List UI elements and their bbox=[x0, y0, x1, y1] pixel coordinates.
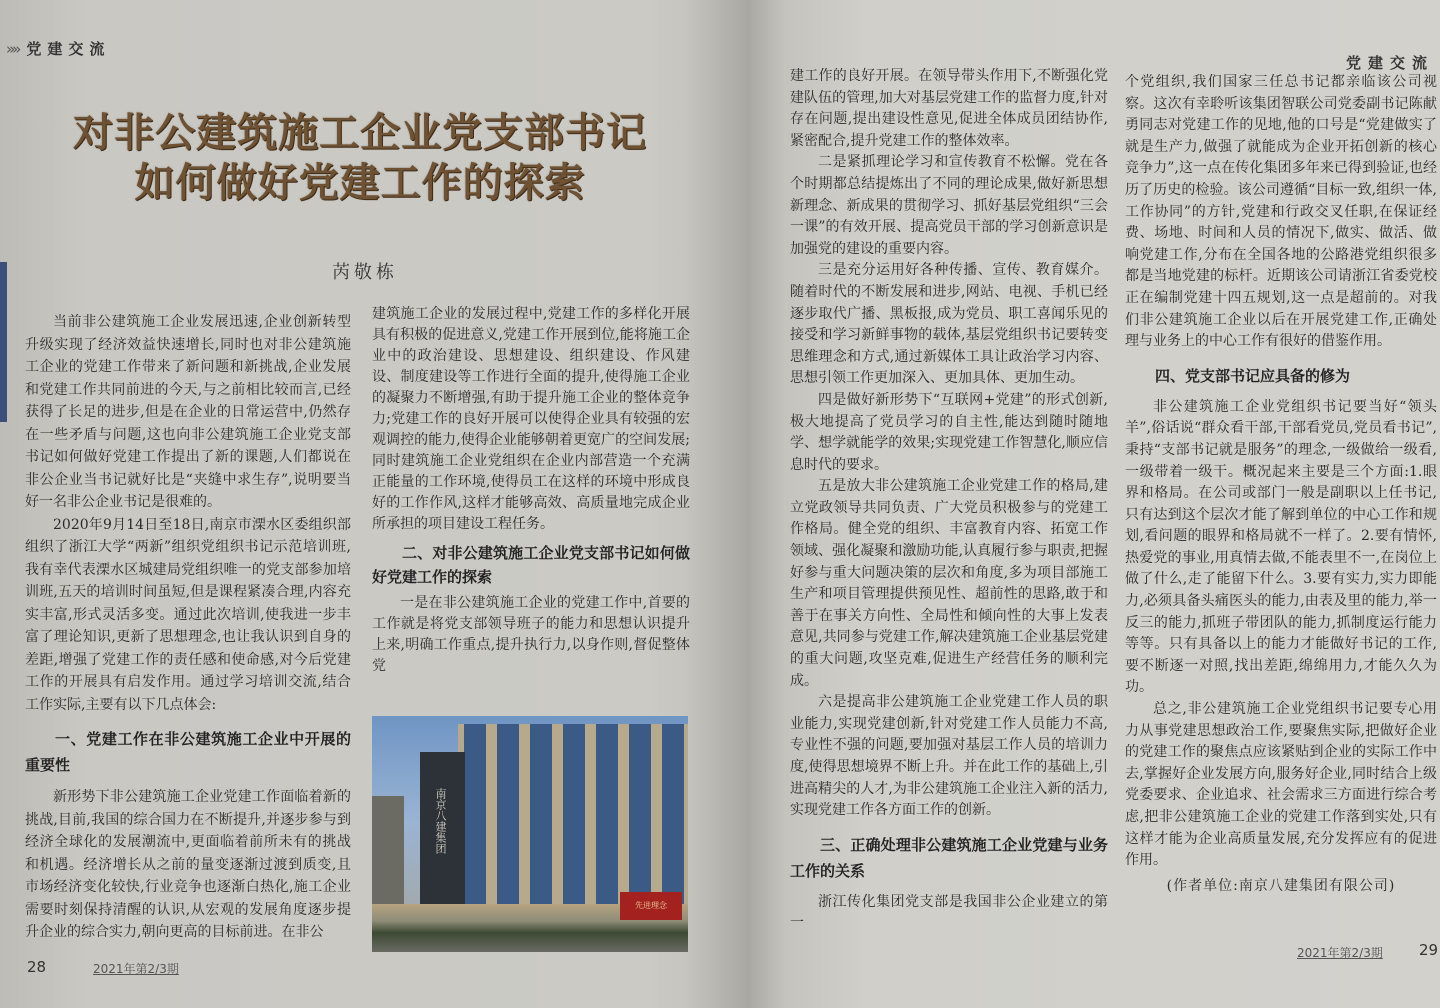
body-paragraph: 五是放大非公建筑施工企业党建工作的格局,建立党政领导共同负责、广大党员积极参与的党建工作格局。健全党的组织、丰富教育内容、拓宽工作领域、强化凝聚和激励功能,认真履行参与职责,把握好参与重大问题决策的层次和角度,多为项目部施工生产和项目管理提供预见性、超前性的思路,敢于和善于在事关方向性、全局性和倾向性的大事上发表意见,共同参与党建工作,解决建筑施工企业基层党建的重大问题,攻坚克难,促进生产经营任务的顺利完成。 bbox=[790, 478, 1108, 689]
column-3 bbox=[790, 66, 1108, 935]
body-paragraph: 六是提高非公建筑施工企业党建工作人员的职业能力,实现党建创新,针对党建工作人员能力不高,专业性不强的问题,要加强对基层工作人员的培训力度,使得思想境界不断上升。并在此工作的基础上,引进高精尖的人才,为非公建筑施工企业注入新的活力,实现党建工作各方面工作的创新。 bbox=[790, 694, 1108, 819]
body-paragraph: 新形势下非公建筑施工企业党建工作面临着新的挑战,目前,我国的综合国力在不断提升,并逐步参与到经济全球化的发展潮流中,更面临着前所未有的挑战和机遇。经济增长从之前的量变逐渐过渡到质变,且市场经济变化较快,行业竞争也逐渐白热化,施工企业需要时刻保持清醒的认识,从宏观的发展角度逐步提升企业的综合实力,朝向更高的目标前进。在非公 bbox=[25, 789, 351, 940]
body-paragraph: 建筑施工企业的发展过程中,党建工作的多样化开展具有积极的促进意义,党建工作开展到位,能将施工企业中的政治建设、思想建设、组织建设、作风建设、制度建设等工作进行全面的提升,使得施工企业的凝聚力不断增强,有助于提升施工企业的整体竞争力;党建工作的良好开展可以使得企业具有较强的宏观调控的能力,使得企业能够朝着更宽广的空间发展;同时建筑施工企业党组织在企业内部营造一个充满正能量的工作环境,使得员工在这样的环境中形成良好的工作作风,这样才能够高效、高质量地完成企业所承担的项目建设工程任务。 bbox=[372, 306, 690, 532]
body-paragraph: 建工作的良好开展。在领导带头作用下,不断强化党建队伍的管理,加大对基层党建工作的监督力度,针对存在问题,提出建设性意见,促进全体成员团结协作,紧密配合,提升党建工作的整体效率。 bbox=[790, 68, 1108, 149]
section-header-left bbox=[6, 38, 110, 59]
body-paragraph: 当前非公建筑施工企业发展迅速,企业创新转型升级实现了经济效益快速增长,同时也对非公建筑施工企业的党建工作带来了新问题和新挑战,企业发展和党建工作共同前进的今天,与之前相比较而言,已经获得了长足的进步,但是在企业的日常运营中,仍然存在一些矛盾与问题,这也向非公建筑施工企业党支部书记如何做好党建工作提出了新的课题,人们都说在非公企业当书记就好比是“夹缝中求生存”,说明要当好一名非公企业书记是很难的。 bbox=[25, 314, 351, 510]
photo-sign-tower bbox=[420, 752, 465, 906]
building-photo bbox=[372, 716, 688, 952]
page-number-right: 29 bbox=[1419, 941, 1439, 959]
body-paragraph: 二是紧抓理论学习和宣传教育不松懈。党在各个时期都总结提炼出了不同的理论成果,做好新思想新理念、新成果的贯彻学习、抓好基层党组织“三会一课”的有效开展、提高党员干部的学习创新意识是加强党的建设的重要内容。 bbox=[790, 154, 1108, 257]
section-header-right: 党建交流 bbox=[1346, 54, 1435, 72]
issue-label-left: 2021年第2/3期 bbox=[93, 962, 179, 976]
body-paragraph: 2020年9月14日至18日,南京市溧水区委组织部组织了浙江大学“两新”组织党组织书记示范培训班,我有幸代表溧水区城建局党组织唯一的党支部参加培训班,五天的培训时间虽短,但是课程紧凑合理,内容充实丰富,形式灵活多变。通过此次培训,使我进一步丰富了理论知识,更新了思想理念,也让我认识到自身的差距,增强了党建工作的责任感和使命感,对今后党建工作的开展具有启发作用。通过学习培训交流,结合工作实际,主要有以下几点体会: bbox=[25, 516, 351, 713]
article-title-line-2: 如何做好党建工作的探索 bbox=[134, 159, 586, 206]
section-heading: 一、党建工作在非公建筑施工企业中开展的重要性 bbox=[25, 730, 351, 774]
body-paragraph: 一是在非公建筑施工企业的党建工作中,首要的工作就是将党支部领导班子的能力和思想认识提升上来,明确工作重点,提升执行力,以身作则,督促整体党 bbox=[372, 595, 690, 674]
section-heading: 二、对非公建筑施工企业党支部书记如何做好党建工作的探索 bbox=[372, 544, 690, 586]
section-heading: 四、党支部书记应具备的修为 bbox=[1155, 366, 1351, 385]
body-paragraph: 总之,非公建筑施工企业党组织书记要专心用力从事党建思想政治工作,要聚焦实际,把做好企业的党建工作的聚焦点应该紧贴到企业的实际工作中去,掌握好企业发展方向,服务好企业,同时结合上级党委要求、企业追求、社会需求三方面进行综合考虑,把非公建筑施工企业的党建工作落到实处,只有这样才能为企业高质量发展,充分发挥应有的促进作用。 bbox=[1125, 701, 1437, 869]
column-2 bbox=[372, 304, 690, 704]
body-paragraph: 非公建筑施工企业党组织书记要当好“领头羊”,俗话说“群众看干部,干部看党员,党员看书记”,秉持“支部书记就是服务”的理念,一级做给一级看,一级带着一级干。概况起来主要是三个方面:1.眼界和格局。在公司或部门一般是副职以上任书记,只有达到这个层次才能了解到单位的中心工作和规划,看问题的眼界和格局就不一样了。2.要有情怀,热爱党的事业,用真情去做,不能表里不一,在岗位上做了什么,走了能留下什么。3.要有实力,实力即能力,必须具备头痛医头的能力,由表及里的能力,举一反三的能力,抓班子带团队的能力,抓制度运行能力等等。只有具备以上的能力才能做好书记的工作,要不断逐一对照,找出差距,绵绵用力,才能久久为功。 bbox=[1125, 398, 1437, 696]
page-number-left: 28 bbox=[27, 958, 47, 976]
photo-tower-sign-text: 南京八建集团 bbox=[434, 788, 447, 854]
column-1 bbox=[25, 311, 351, 944]
body-paragraph: 个党组织,我们国家三任总书记都亲临该公司视察。这次有幸聆听该集团智联公司党委副书记陈献勇同志对党建工作的见地,他的口号是“党建做实了就是生产力,做强了就能成为企业开拓创新的核心竞争力”,这一点在传化集团多年来已得到验证,也经历了历史的检验。该公司遵循“目标一致,组织一体,工作协同”的方针,党建和行政交叉任职,在保证经费、场地、时间和人员的情况下,做实、做活、做响党建工作,分布在全国各地的公路港党组织很多都是当地党建的标杆。近期该公司请浙江省委党校正在编制党建十四五规划,这一点是超前的。对我们非公建筑施工企业以后在开展党建工作,正确处理与业务上的中心工作有很好的借鉴作用。 bbox=[1125, 74, 1437, 350]
article-author: 芮敬栋 bbox=[332, 262, 398, 283]
section-heading: 三、正确处理非公建筑施工企业党建与业务工作的关系 bbox=[790, 835, 1108, 880]
body-paragraph: 四是做好新形势下“互联网+党建”的形式创新,极大地提高了党员学习的自主性,能达到随时随地学、想学就能学的效果;实现党建工作智慧化,顺应信息时代的要求。 bbox=[790, 391, 1108, 473]
double-chevron-right-icon: »» bbox=[6, 40, 19, 58]
issue-label-right: 2021年第2/3期 bbox=[1297, 946, 1383, 960]
author-affiliation: (作者单位:南京八建集团有限公司) bbox=[1166, 877, 1396, 894]
page-edge-tab bbox=[0, 262, 7, 422]
photo-building-facade bbox=[458, 724, 688, 906]
body-paragraph: 浙江传化集团党支部是我国非公企业建立的第一 bbox=[790, 893, 1108, 932]
body-paragraph: 三是充分运用好各种传播、宣传、教育媒介。随着时代的不断发展和进步,网站、电视、手机已经逐步取代广播、黑板报,成为党员、职工喜闻乐见的接受和学习新鲜事物的载体,基层党组织书记要转变思维理念和方式,通过新媒体工具让政治学习内容、思想引领工作更加深入、更加具体、更加生动。 bbox=[790, 262, 1108, 387]
article-title-line-1: 对非公建筑施工企业党支部书记 bbox=[73, 109, 647, 156]
section-label: 党建交流 bbox=[26, 40, 111, 58]
column-4 bbox=[1125, 72, 1437, 897]
photo-red-board: 先进理念 bbox=[620, 892, 682, 920]
